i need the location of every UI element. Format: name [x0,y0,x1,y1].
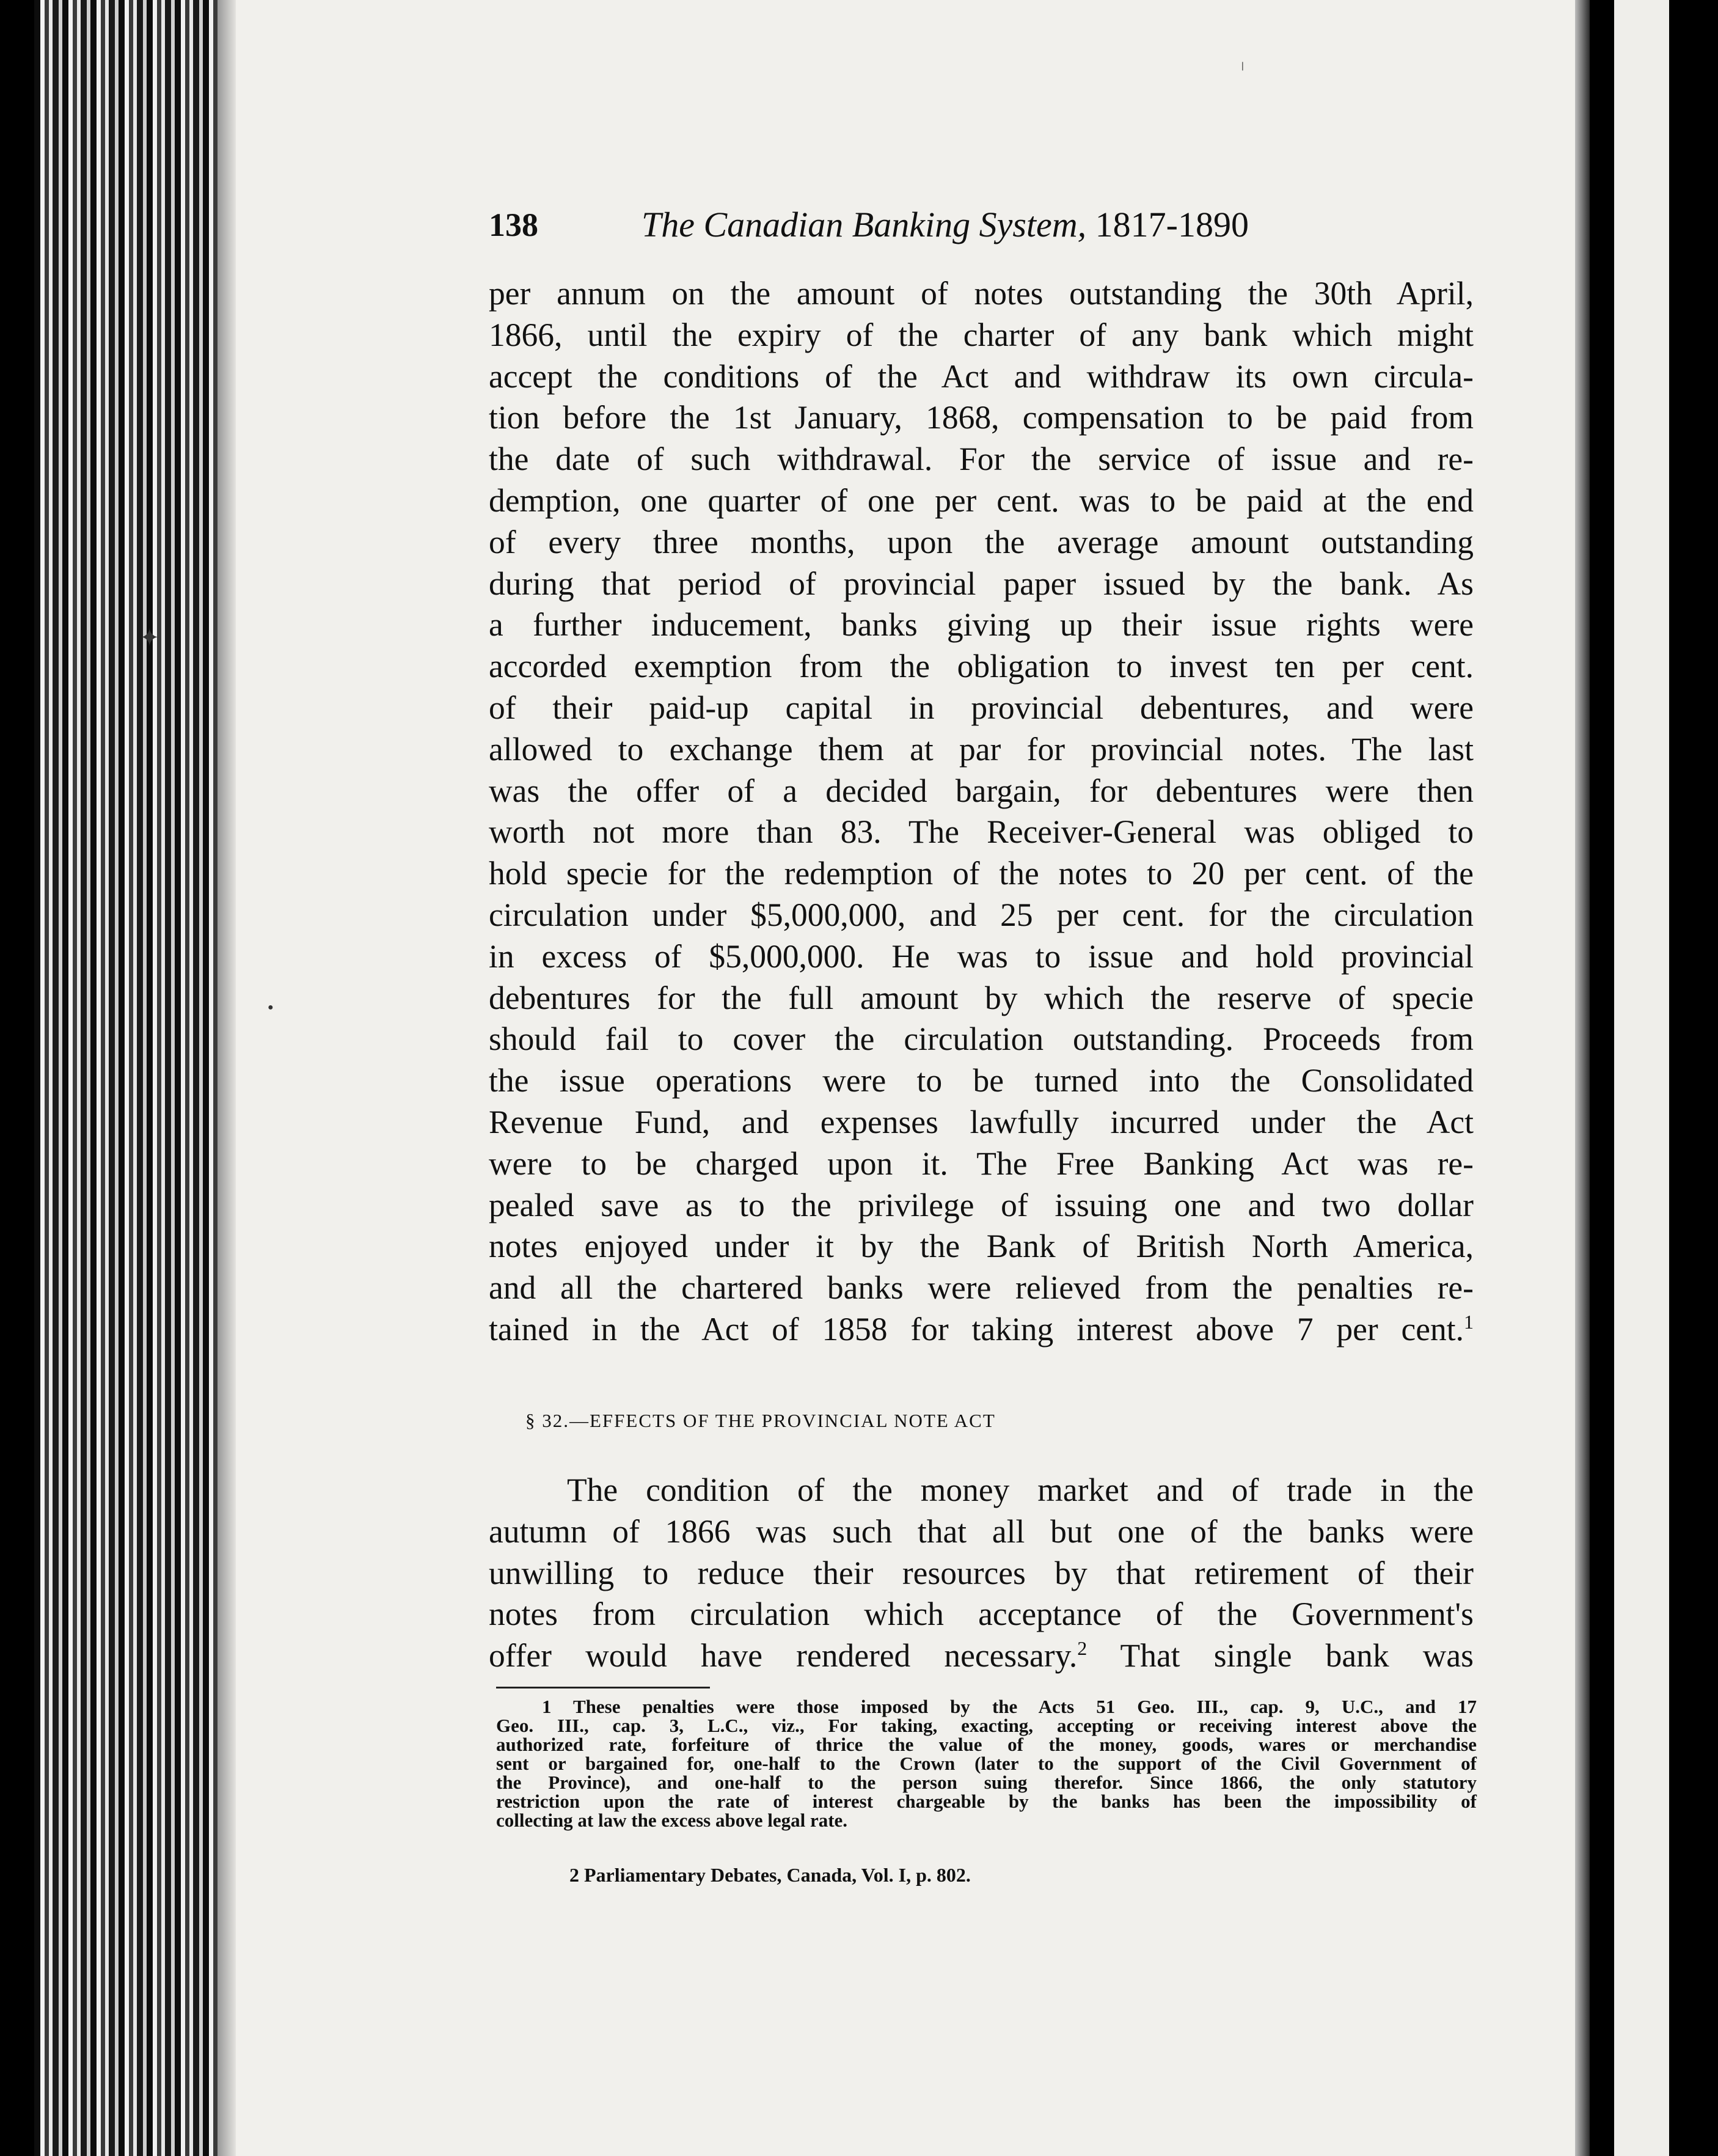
text-line: circulation under $5,000,000, and 25 per cent. for the circulation [489,896,1474,933]
text-line: should fail to cover the circulation outstanding. Proceeds from [489,1021,1474,1058]
text-line: The condition of the money market and of trade in the [567,1472,1474,1508]
dust-speck: ❘ [1239,62,1246,71]
book-gutter [1575,0,1590,2156]
text-line: of their paid-up capital in provincial debentures, and were [489,689,1474,726]
text-line-content: offer would have rendered necessary. [489,1637,1078,1674]
text-line-content: tained in the Act of 1858 for taking interest above 7 per cent. [489,1310,1464,1348]
scan-border-right [1590,0,1614,2156]
footnote-rule [496,1687,710,1689]
text-line: autumn of 1866 was such that all but one of the banks were [489,1513,1474,1550]
text-line: accept the conditions of the Act and withdraw its own circula- [489,358,1474,395]
dust-speck: ● [268,1002,274,1013]
page-number: 138 [489,207,538,243]
text-line: and all the chartered banks were relieved from the penalties re- [489,1269,1474,1307]
book-page-edges [34,0,236,2156]
text-line: hold specie for the redemption of the notes to 20 per cent. of the [489,855,1474,892]
text-line: the issue operations were to be turned into the Consolidated [489,1062,1474,1099]
text-line: unwilling to reduce their resources by that retirement of their [489,1554,1474,1591]
text-line: accorded exemption from the obligation to invest ten per cent. [489,648,1474,685]
footnote-line: collecting at law the excess above legal rate. [496,1810,848,1831]
section-heading: § 32.—EFFECTS OF THE PROVINCIAL NOTE ACT [525,1410,996,1431]
footnote-ref-1[interactable]: 1 [1463,1310,1474,1333]
scan-border-left [0,0,34,2156]
body-paragraph-1 [489,273,1474,1351]
footnote-line: authorized rate, forfeiture of thrice the value of the money, goods, wares or merchandise [496,1734,1477,1755]
footnote-1 [496,1697,1477,1830]
text-line: tion before the 1st January, 1868, compensation to be paid from [489,399,1474,436]
text-line: were to be charged upon it. The Free Banking Act was re- [489,1145,1474,1182]
footnote-2 [496,1866,1477,1885]
text-line: during that period of provincial paper issued by the bank. As [489,565,1474,602]
dust-speck: ✦ [139,624,160,651]
text-line: in excess of $5,000,000. He was to issue and hold provincial [489,937,1474,975]
text-line [489,1635,1474,1677]
facing-page-edge [1614,0,1669,2156]
footnote-line: restriction upon the rate of interest chargeable by the banks has been the impossibility of [496,1791,1477,1812]
text-line [489,1309,1474,1351]
text-line: notes from circulation which acceptance of the Government's [489,1596,1474,1633]
text-line: was the offer of a decided bargain, for debentures were then [489,772,1474,809]
footnote-line: sent or bargained for, one-half to the Crown (later to the support of the Civil Government of [496,1753,1477,1774]
book-dates: 1817-1890 [1095,205,1249,244]
footnote-line: the Province), and one-half to the person suing therefor. Since 1866, the only statutory [496,1772,1477,1793]
text-line: 1866, until the expiry of the charter of any bank which might [489,316,1474,353]
text-line: worth not more than 83. The Receiver-General was obliged to [489,813,1474,851]
footnote-ref-2[interactable]: 2 [1077,1637,1087,1659]
scan-border-far-right [1669,0,1718,2156]
footnote-line: 1 These penalties were those imposed by the Acts 51 Geo. III., cap. 9, U.C., and 17 [542,1696,1477,1717]
text-line: pealed save as to the privilege of issuing one and two dollar [489,1186,1474,1223]
text-line: demption, one quarter of one per cent. was to be paid at the end [489,482,1474,519]
text-line: the date of such withdrawal. For the service of issue and re- [489,441,1474,478]
book-title [642,200,1249,249]
book-title-text: The Canadian Banking System, [642,205,1087,244]
text-line: debentures for the full amount by which the reserve of specie [489,979,1474,1016]
footnote-line: 2 Parliamentary Debates, Canada, Vol. I, p. 802. [569,1864,971,1886]
text-line: allowed to exchange them at par for provincial notes. The last [489,730,1474,768]
text-line-content: That single bank was [1087,1637,1474,1674]
text-line: a further inducement, banks giving up their issue rights were [489,606,1474,644]
body-paragraph-2 [489,1470,1474,1677]
text-line: notes enjoyed under it by the Bank of British North America, [489,1228,1474,1265]
text-line: Revenue Fund, and expenses lawfully incurred under the Act [489,1103,1474,1140]
running-head [489,200,1356,249]
text-line: of every three months, upon the average amount outstanding [489,523,1474,560]
text-line: per annum on the amount of notes outstanding the 30th April, [489,275,1474,312]
footnote-line: Geo. III., cap. 3, L.C., viz., For taking, exacting, accepting or receiving interest above the [496,1715,1477,1736]
